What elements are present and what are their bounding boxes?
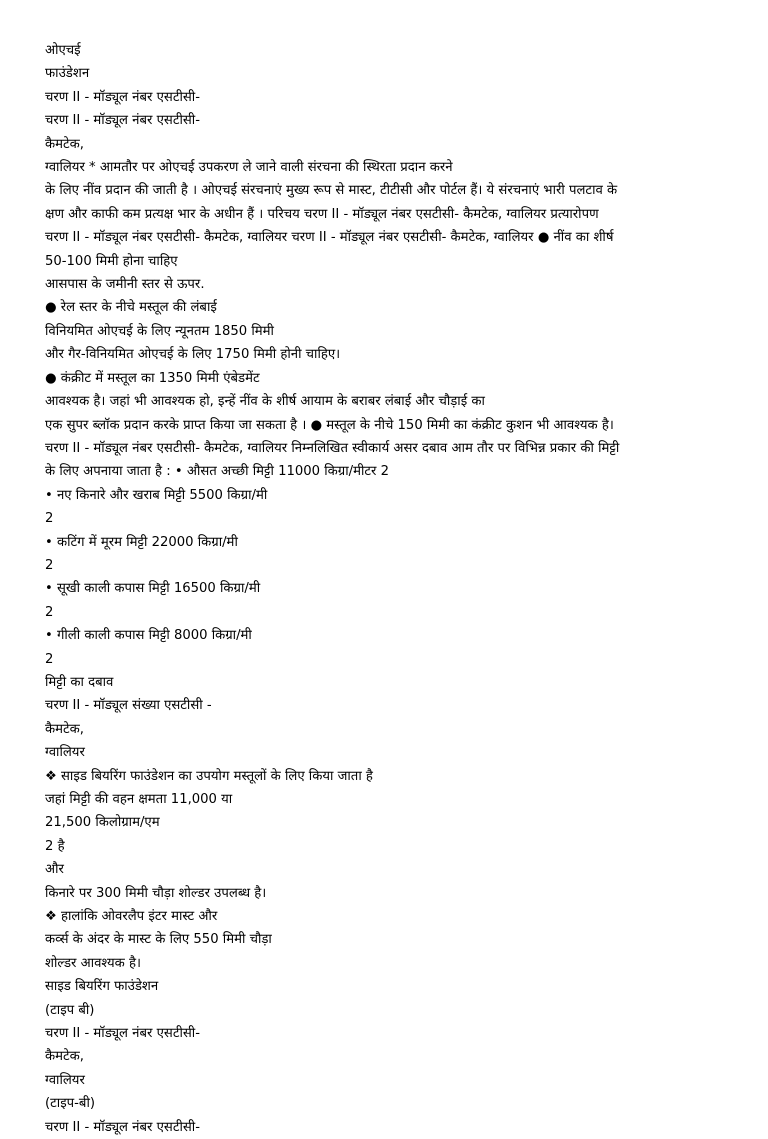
text-line: चरण II - मॉड्यूल नंबर एसटीसी-: [45, 89, 200, 105]
text-line: • सूखी काली कपास मिट्टी 16500 किग्रा/मी: [45, 581, 261, 597]
text-line: कैमटेक,: [45, 136, 84, 152]
text-line: आसपास के जमीनी स्तर से ऊपर.: [45, 277, 205, 293]
text-line: और: [45, 862, 64, 878]
text-line: ❖ साइड बियरिंग फाउंडेशन का उपयोग मस्तूलों के लिए किया जाता है: [45, 768, 373, 784]
text-line: ग्वालियर: [45, 745, 85, 761]
text-line: (टाइप बी): [45, 1002, 95, 1018]
text-line: चरण II - मॉड्यूल संख्या एसटीसी -: [45, 698, 212, 714]
text-line: शोल्डर आवश्यक है।: [45, 955, 142, 971]
text-line: • नए किनारे और खराब मिट्टी 5500 किग्रा/मी: [45, 487, 268, 503]
text-line: 2: [45, 557, 54, 573]
text-line: 21,500 किलोग्राम/एम: [45, 815, 160, 831]
text-line: कर्व्स के अंदर के मास्ट के लिए 550 मिमी चौड़ा: [45, 932, 272, 948]
text-line: ❖ हालांकि ओवरलैप इंटर मास्ट और: [45, 909, 218, 925]
text-line: • गीली काली कपास मिट्टी 8000 किग्रा/मी: [45, 628, 252, 644]
text-line: चरण II - मॉड्यूल नंबर एसटीसी-: [45, 1119, 200, 1135]
text-line: ओएचई: [45, 43, 81, 58]
text-line: एक सुपर ब्लॉक प्रदान करके प्राप्त किया जा सकता है । ● मस्तूल के नीचे 150 मिमी का कंक्रीट कुशन भी आवश्यक है।: [45, 417, 614, 433]
text-line: 2: [45, 651, 54, 667]
text-line: ● कंक्रीट में मस्तूल का 1350 मिमी एंबेडमेंट: [45, 370, 260, 386]
text-line: 2 है: [45, 838, 65, 854]
text-line: 50-100 मिमी होना चाहिए: [45, 253, 178, 269]
text-line: चरण II - मॉड्यूल नंबर एसटीसी-: [45, 1026, 200, 1042]
text-line: ग्वालियर * आमतौर पर ओएचई उपकरण ले जाने वाली संरचना की स्थिरता प्रदान करने: [45, 160, 453, 176]
text-line: चरण II - मॉड्यूल नंबर एसटीसी- कैमटेक, ग्वालियर चरण II - मॉड्यूल नंबर एसटीसी- कैमटेक, ग्वालियर ● नींव का शीर्ष: [45, 230, 614, 246]
text-line: साइड बियरिंग फाउंडेशन: [45, 979, 159, 995]
document-text: [45, 39, 735, 1139]
text-line: विनियमित ओएचई के लिए न्यूनतम 1850 मिमी: [45, 323, 274, 339]
text-line: 2: [45, 511, 54, 527]
text-line: • कटिंग में मूरम मिट्टी 22000 किग्रा/मी: [45, 534, 238, 550]
text-line: कैमटेक,: [45, 1049, 84, 1065]
text-line: आवश्यक है। जहां भी आवश्यक हो, इन्हें नींव के शीर्ष आयाम के बराबर लंबाई और चौड़ाई का: [45, 394, 485, 410]
text-line: ● रेल स्तर के नीचे मस्तूल की लंबाई: [45, 300, 217, 316]
text-line: चरण II - मॉड्यूल नंबर एसटीसी- कैमटेक, ग्वालियर निम्नलिखित स्वीकार्य असर दबाव आम तौर पर विभिन्न प्रकार की मिट्टी: [45, 440, 620, 456]
text-line: के लिए अपनाया जाता है : • औसत अच्छी मिट्टी 11000 किग्रा/मीटर 2: [45, 464, 390, 480]
text-line: जहां मिट्टी की वहन क्षमता 11,000 या: [45, 792, 233, 807]
text-line: ग्वालियर: [45, 1072, 85, 1088]
text-line: कैमटेक,: [45, 721, 84, 737]
text-line: क्षण और काफी कम प्रत्यक्ष भार के अधीन हैं । परिचय चरण II - मॉड्यूल नंबर एसटीसी- कैमटेक, ग्वालियर प्रत्यारोपण: [45, 206, 599, 222]
text-line: किनारे पर 300 मिमी चौड़ा शोल्डर उपलब्ध है।: [45, 885, 267, 901]
text-line: 2: [45, 604, 54, 620]
text-line: और गैर-विनियमित ओएचई के लिए 1750 मिमी होनी चाहिए।: [45, 347, 341, 363]
text-line: के लिए नींव प्रदान की जाती है । ओएचई संरचनाएं मुख्य रूप से मास्ट, टीटीसी और पोर्टल हैं। ये संरचनाएं भारी पलटाव के: [45, 183, 618, 199]
text-line: मिट्टी का दबाव: [45, 674, 114, 690]
text-line: फाउंडेशन: [45, 66, 90, 82]
text-line: (टाइप-बी): [45, 1096, 96, 1112]
text-line: चरण II - मॉड्यूल नंबर एसटीसी-: [45, 113, 200, 129]
